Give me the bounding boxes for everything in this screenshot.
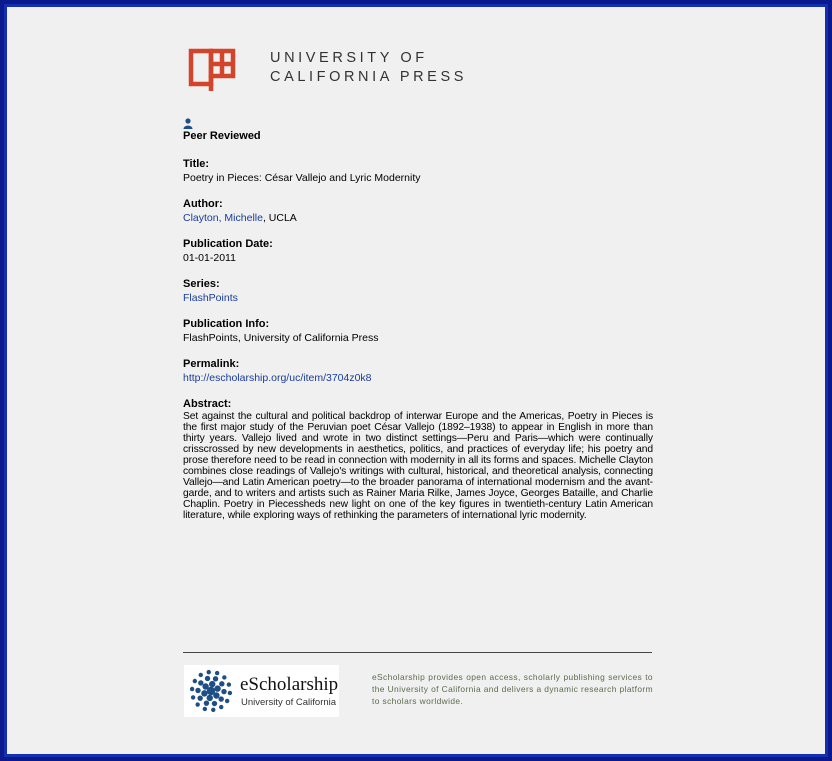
record-metadata	[183, 118, 653, 521]
document-page	[7, 7, 825, 754]
author-field	[183, 197, 653, 225]
page-frame	[4, 4, 828, 757]
publication-info-label: Publication Info:	[183, 318, 270, 330]
permalink-label: Permalink:	[183, 358, 240, 370]
escholarship-brand: eScholarship	[240, 674, 339, 695]
escholarship-description: eScholarship provides open access, scholarly publishing services to the University of California and delivers a dynamic research platform to scholars worldwide.	[372, 672, 653, 706]
escholarship-brand-sub: University of California	[241, 697, 337, 708]
publication-date-label: Publication Date:	[183, 238, 273, 250]
series-field	[183, 277, 653, 305]
abstract-label: Abstract:	[183, 398, 232, 410]
publisher-name-line2: CALIFORNIA PRESS	[270, 69, 467, 85]
author-link[interactable]: Clayton, Michelle	[183, 212, 263, 224]
abstract-text: Set against the cultural and political backdrop of interwar Europe and the Americas, Poetry in Pieces is the first major study of the Peruvian poet César Vallejo (1892–1938) to appear in English in more than thirty years. Vallejo lived and wrote in two distinct settings—Peru and Paris—which were continually crisscrossed by new developments in aesthetics, politics, and practices of everyday life; his poetry and prose therefore need to be read in connection with modernity in all its forms and spaces. Michelle Clayton combines close readings of Vallejo's writings with cultural, historical, and theoretical analysis, connecting Vallejo—and Latin American poetry—to the broader panorama of international modernism and the avant-garde, and to writers and artists such as Rainer Maria Rilke, James Joyce, Georges Bataille, and Charlie Chaplin. Poetry in Piecessheds new light on one of the key figures in twentieth-century Latin American literature, while exploring ways of rethinking the parameters of international lyric modernity.	[183, 411, 653, 521]
ucpress-logo-icon	[188, 47, 238, 97]
publication-info-value: FlashPoints, University of California Press	[183, 332, 379, 344]
series-link[interactable]: FlashPoints	[183, 292, 238, 304]
author-value	[183, 211, 653, 225]
title-value: Poetry in Pieces: César Vallejo and Lyric Modernity	[183, 172, 421, 184]
publisher-name-line1: UNIVERSITY OF	[270, 50, 428, 66]
abstract-section	[183, 397, 653, 521]
escholarship-logo	[184, 665, 339, 717]
escholarship-dots-icon	[188, 668, 234, 714]
title-field	[183, 157, 653, 185]
footer-divider	[183, 652, 652, 653]
permalink-field	[183, 357, 653, 385]
publication-date-value: 01-01-2011	[183, 252, 236, 264]
title-label: Title:	[183, 158, 210, 170]
publication-info-field	[183, 317, 653, 345]
author-label: Author:	[183, 198, 223, 210]
peer-reviewed-label: Peer Reviewed	[183, 130, 261, 142]
series-label: Series:	[183, 278, 220, 290]
person-icon	[183, 118, 193, 129]
author-affiliation: , UCLA	[262, 212, 297, 224]
publisher-name	[270, 49, 467, 87]
publication-date-field	[183, 237, 653, 265]
permalink-link[interactable]: http://escholarship.org/uc/item/3704z0k8	[183, 372, 372, 384]
